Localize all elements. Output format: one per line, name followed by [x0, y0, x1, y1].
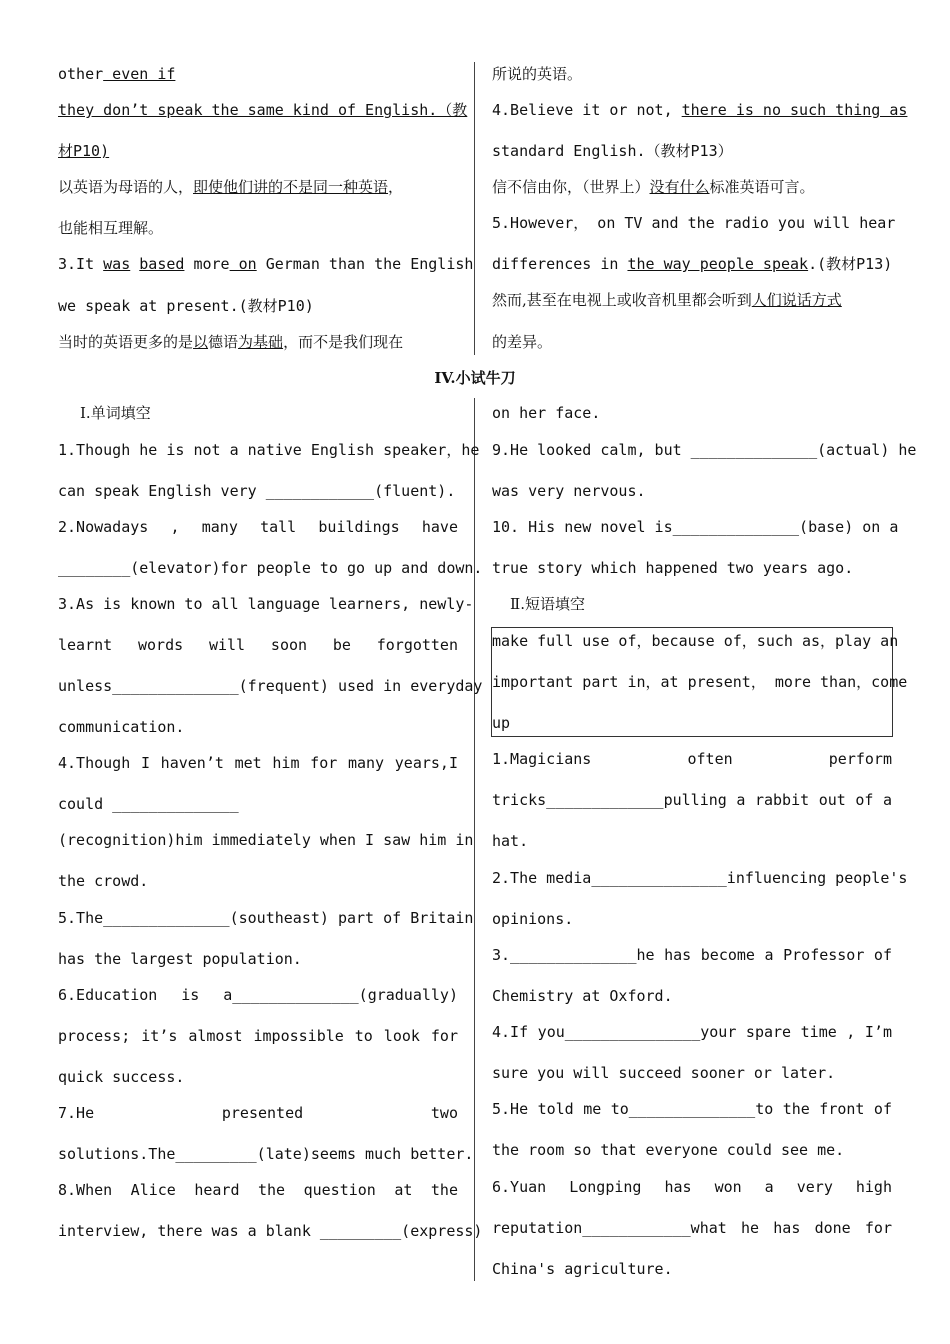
- text-line: [492, 479, 892, 503]
- text-run: 4.Though I haven’t met him for many years,I: [58, 754, 458, 772]
- text-run: 3.______________he has become a Professor of: [492, 946, 892, 964]
- text-run: opinions.: [492, 910, 574, 928]
- text-line: [492, 62, 892, 86]
- text-run: learnt words will soon be forgotten: [58, 636, 458, 654]
- text-run: 标准英语可言。: [709, 178, 815, 196]
- text-line: [58, 906, 474, 930]
- text-line: [58, 252, 474, 276]
- text-line: [492, 1216, 892, 1240]
- text-line: [492, 629, 899, 653]
- text-run: ，: [388, 178, 404, 196]
- text-line: [58, 1024, 458, 1048]
- text-line: [58, 175, 458, 199]
- text-run: 5.The______________(southeast) part of Britain: [58, 909, 474, 927]
- text-line: [58, 1101, 458, 1125]
- text-run: quick success.: [58, 1068, 185, 1086]
- text-run: solutions.The_________(late)seems much better.: [58, 1145, 474, 1163]
- text-run: important part in，at present， more than，come: [492, 673, 908, 691]
- text-line: [492, 984, 892, 1008]
- text-run: other: [58, 65, 104, 83]
- text-line: [492, 211, 896, 235]
- text-line: [58, 139, 458, 163]
- text-run: 9.He looked calm, but ______________(actual) he: [492, 441, 917, 459]
- text-run: can speak English very ____________(fluent).: [58, 482, 456, 500]
- underlined-phrase: 为基础: [238, 333, 284, 351]
- text-line: [492, 288, 892, 312]
- text-line: [58, 330, 458, 354]
- text-run: 8.When Alice heard the question at the: [58, 1181, 458, 1199]
- text-run: make full use of，because of，such as，play an: [492, 632, 899, 650]
- text-run: [130, 255, 139, 273]
- text-line: [492, 907, 892, 931]
- text-run: 6.Education is a______________(gradually): [58, 986, 458, 1004]
- underlined-phrase: on: [229, 255, 257, 273]
- text-line: [58, 216, 458, 240]
- text-line: [492, 829, 892, 853]
- text-run: has the largest population.: [58, 950, 302, 968]
- text-run: sure you will succeed sooner or later.: [492, 1064, 836, 1082]
- text-run: 1.Though he is not a native English speaker，he: [58, 441, 480, 459]
- text-line: [492, 98, 908, 122]
- text-line: [492, 139, 892, 163]
- text-line: [58, 438, 480, 462]
- text-run: reputation____________what he has done for: [492, 1219, 892, 1237]
- text-run: interview, there was a blank _________(express): [58, 1222, 483, 1240]
- underlined-phrase: they don’t speak the same kind of English.（教: [58, 101, 468, 119]
- column-divider-bottom: [474, 398, 475, 1281]
- text-run: 4.Believe it or not,: [492, 101, 682, 119]
- text-line: [492, 1097, 892, 1121]
- underlined-phrase: 人们说话方式: [751, 291, 842, 309]
- text-run: 2.Nowadays , many tall buildings have: [58, 518, 458, 536]
- text-run: 5.However， on TV and the radio you will hear: [492, 214, 896, 232]
- text-line: [58, 633, 458, 657]
- text-run: 所说的英语。: [492, 65, 583, 83]
- text-line: [492, 1020, 892, 1044]
- column-divider-top: [474, 62, 475, 355]
- underlined-phrase: was: [103, 255, 131, 273]
- text-line: [58, 556, 483, 580]
- text-run: (recognition)him immediately when I saw him in: [58, 831, 474, 849]
- text-line: [492, 711, 892, 735]
- text-line: [58, 401, 480, 425]
- text-line: [58, 479, 458, 503]
- text-run: standard English.（教材P13）: [492, 142, 733, 160]
- text-line: [58, 828, 474, 852]
- text-run: Ⅱ.短语填空: [510, 595, 585, 613]
- text-run: true story which happened two years ago.: [492, 559, 854, 577]
- text-line: [492, 515, 899, 539]
- text-run: the crowd.: [58, 872, 149, 890]
- text-line: [492, 943, 892, 967]
- text-run: 5.He told me to______________to the front of: [492, 1100, 892, 1118]
- text-run: differences in: [492, 255, 628, 273]
- text-line: [492, 747, 892, 771]
- text-line: [492, 1257, 892, 1281]
- text-line: [58, 751, 458, 775]
- text-run: on her face.: [492, 404, 601, 422]
- text-run: German than the English: [256, 255, 474, 273]
- text-line: [58, 792, 458, 816]
- text-line: [58, 674, 483, 698]
- text-run: 的差异。: [492, 333, 553, 351]
- text-line: [58, 1065, 458, 1089]
- text-line: [58, 592, 474, 616]
- underlined-phrase: based: [139, 255, 185, 273]
- text-line: [492, 592, 910, 616]
- underlined-phrase: the way people speak: [627, 255, 809, 273]
- text-run: the room so that everyone could see me.: [492, 1141, 845, 1159]
- text-line: [58, 947, 458, 971]
- text-run: 当时的英语更多的是: [58, 333, 194, 351]
- text-line: [492, 1138, 892, 1162]
- text-run: China's agriculture.: [492, 1260, 673, 1278]
- underlined-phrase: 材P10): [58, 142, 110, 160]
- text-run: 3.It: [58, 255, 104, 273]
- text-run: 7.He presented two: [58, 1104, 458, 1122]
- text-run: 1.Magicians often perform: [492, 750, 892, 768]
- underlined-phrase: 没有什么: [649, 178, 710, 196]
- text-run: ，而不是我们现在: [283, 333, 404, 351]
- text-run: 6.Yuan Longping has won a very high: [492, 1178, 892, 1196]
- text-line: [58, 515, 458, 539]
- text-line: [58, 1178, 458, 1202]
- text-run: Ⅰ.单词填空: [80, 404, 151, 422]
- text-line: [492, 1061, 892, 1085]
- text-line: [58, 869, 458, 893]
- text-run: 信不信由你，（世界上）: [492, 178, 650, 196]
- text-line: [492, 556, 892, 580]
- text-run: 也能相互理解。: [58, 219, 164, 237]
- text-run: up: [492, 714, 511, 732]
- text-run: 然而,甚至在电视上或收音机里都会听到: [492, 291, 752, 309]
- text-run: Chemistry at Oxford.: [492, 987, 673, 1005]
- text-run: tricks_____________pulling a rabbit out of a: [492, 791, 892, 809]
- text-run: 以英语为母语的人，: [58, 178, 194, 196]
- text-line: [58, 715, 458, 739]
- text-run: .(教材P13): [808, 255, 893, 273]
- text-run: hat.: [492, 832, 529, 850]
- underlined-phrase: even if: [103, 65, 176, 83]
- text-line: [492, 401, 892, 425]
- text-line: [492, 788, 892, 812]
- section-heading: IV.小试牛刀: [434, 369, 516, 387]
- text-line: [58, 294, 458, 318]
- text-run: 德语: [208, 333, 239, 351]
- text-line: [492, 175, 892, 199]
- text-line: [492, 438, 917, 462]
- text-line: [58, 98, 468, 122]
- underlined-phrase: 以: [193, 333, 209, 351]
- text-run: more: [184, 255, 230, 273]
- text-line: [492, 1175, 892, 1199]
- text-run: 4.If you_______________your spare time , I’m: [492, 1023, 892, 1041]
- text-run: 10. His new novel is______________(base) on a: [492, 518, 899, 536]
- text-run: could ______________: [58, 795, 239, 813]
- text-line: [58, 62, 458, 86]
- text-line: [492, 866, 908, 890]
- text-line: [58, 1219, 483, 1243]
- text-run: 3.As is known to all language learners, newly-: [58, 595, 474, 613]
- text-run: ________(elevator)for people to go up and down.: [58, 559, 483, 577]
- text-line: [492, 252, 892, 276]
- text-run: process; it’s almost impossible to look for: [58, 1027, 458, 1045]
- underlined-phrase: there is no such thing as: [681, 101, 908, 119]
- text-run: unless______________(frequent) used in everyday: [58, 677, 483, 695]
- text-run: was very nervous.: [492, 482, 646, 500]
- text-run: communication.: [58, 718, 185, 736]
- text-line: [492, 670, 908, 694]
- text-line: [58, 1142, 474, 1166]
- text-run: we speak at present.(教材P10): [58, 297, 314, 315]
- underlined-phrase: 即使他们讲的不是同一种英语: [193, 178, 389, 196]
- text-line: [58, 983, 458, 1007]
- text-line: [492, 330, 892, 354]
- text-run: 2.The media_______________influencing people's: [492, 869, 908, 887]
